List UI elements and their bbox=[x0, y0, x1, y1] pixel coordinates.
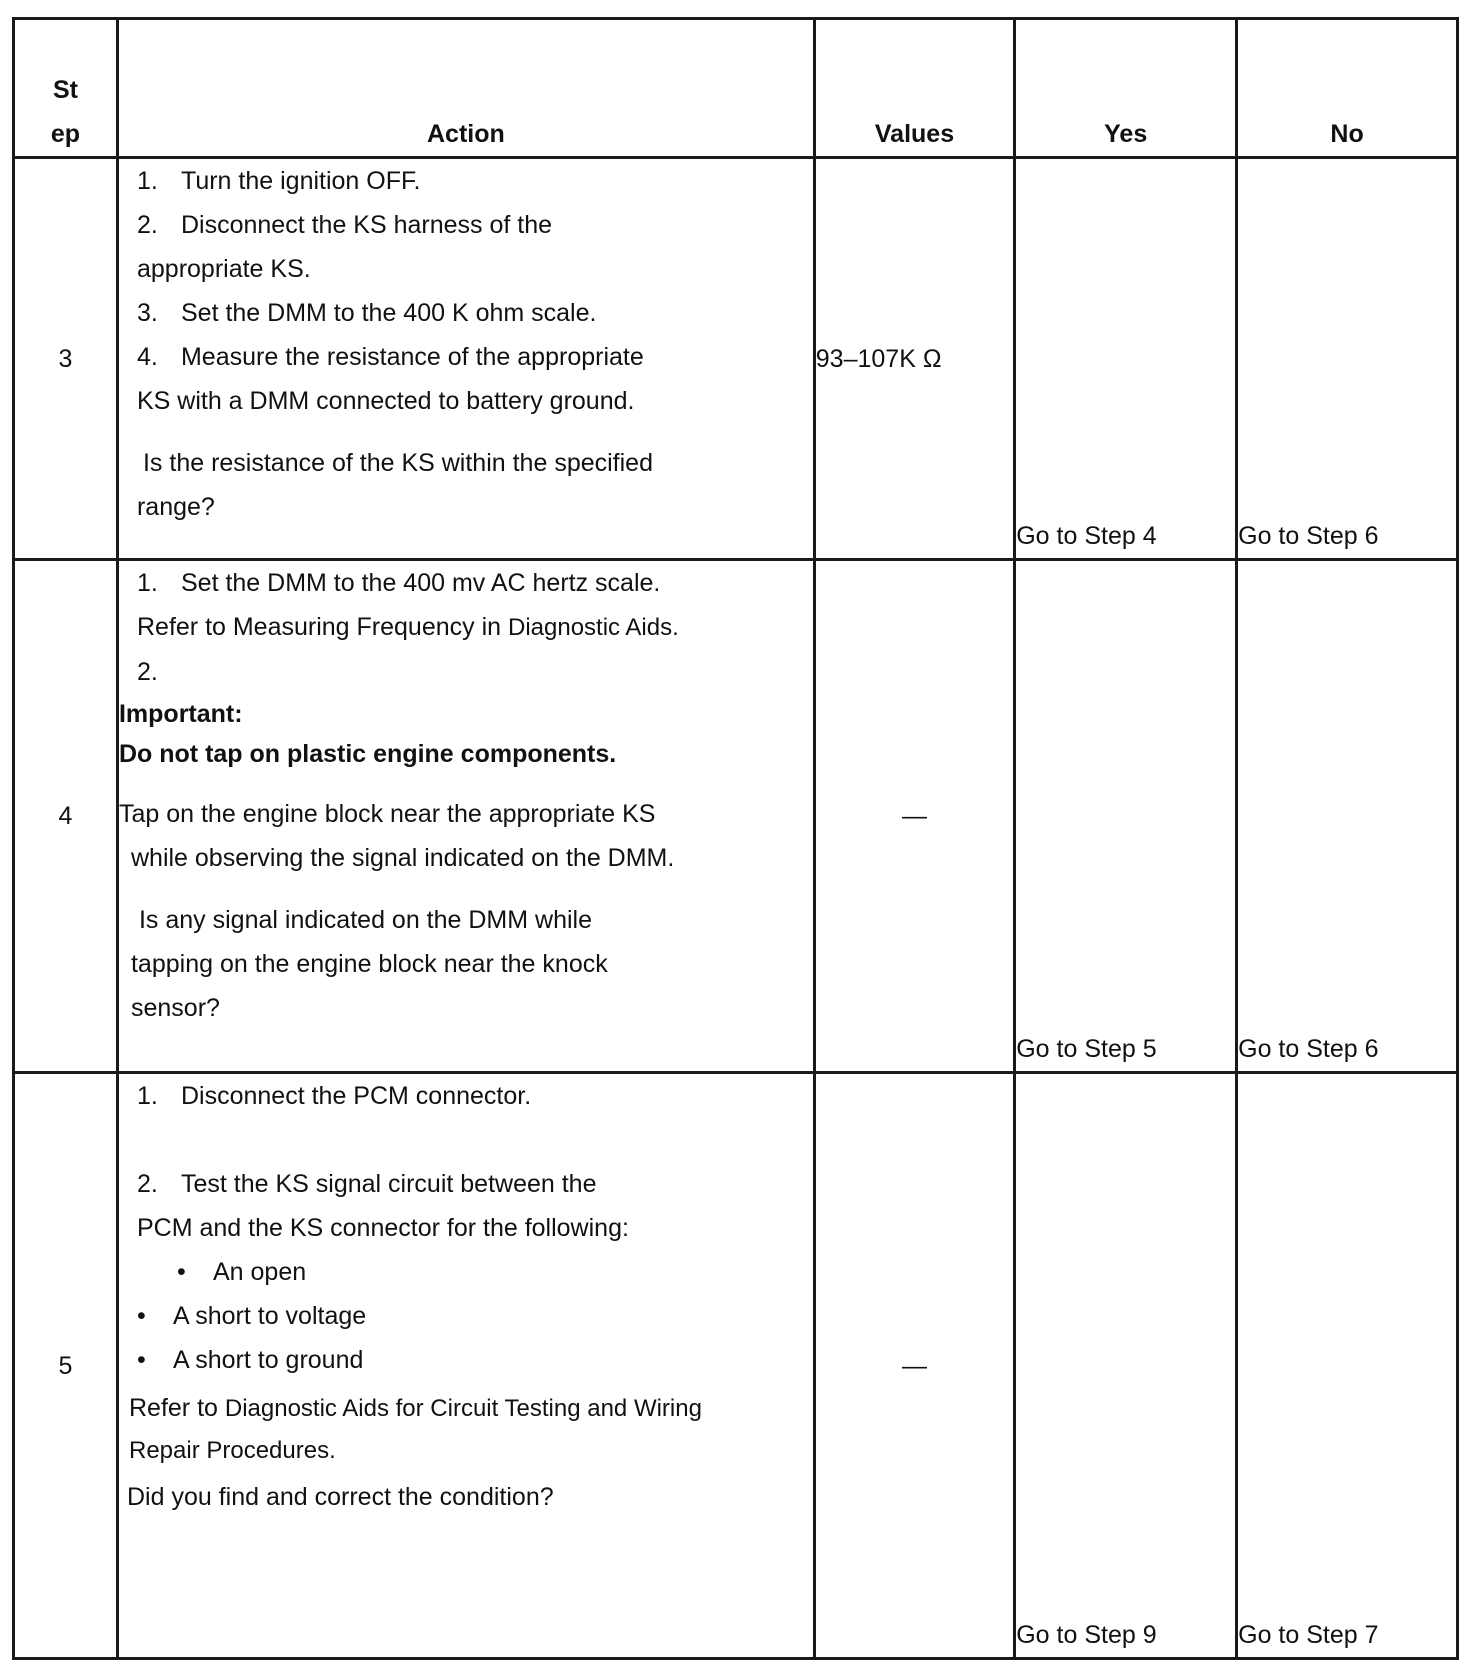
action-text: Disconnect the PCM connector. bbox=[180, 1082, 532, 1110]
action-text: Disconnect the KS harness of the bbox=[180, 211, 553, 239]
list-number: 3. bbox=[136, 299, 158, 327]
header-action: Action bbox=[117, 19, 814, 158]
step-number: 4 bbox=[14, 560, 118, 1073]
step-value: — bbox=[814, 560, 1014, 1073]
list-number: 2. bbox=[136, 1170, 158, 1198]
no-result: Go to Step 7 bbox=[1237, 1073, 1458, 1659]
action-text: Refer to Measuring Frequency in bbox=[136, 613, 508, 641]
bullet-text: An open bbox=[212, 1258, 307, 1286]
list-number: 4. bbox=[136, 343, 158, 371]
step-value: — bbox=[814, 1073, 1014, 1659]
no-result: Go to Step 6 bbox=[1237, 560, 1458, 1073]
bullet-icon: • bbox=[176, 1258, 186, 1286]
table-row bbox=[14, 1073, 1458, 1659]
action-text: PCM and the KS connector for the following: bbox=[136, 1214, 629, 1242]
list-item bbox=[119, 159, 813, 203]
list-item bbox=[119, 561, 813, 605]
header-yes: Yes bbox=[1015, 19, 1237, 158]
table-header-row bbox=[14, 19, 1458, 158]
list-number: 1. bbox=[136, 167, 158, 195]
bullet-icon: • bbox=[136, 1346, 146, 1374]
spacer bbox=[119, 880, 813, 898]
list-item bbox=[119, 291, 813, 335]
list-item bbox=[119, 1074, 813, 1118]
diagnostic-aids-link[interactable]: Diagnostic Aids. bbox=[508, 614, 679, 641]
table-row bbox=[14, 158, 1458, 560]
step-action bbox=[117, 560, 814, 1073]
bullet-item bbox=[119, 1250, 813, 1294]
bullet-item bbox=[119, 1294, 813, 1338]
refer-line bbox=[119, 1386, 813, 1431]
list-number: 1. bbox=[136, 1082, 158, 1110]
no-result: Go to Step 6 bbox=[1237, 158, 1458, 560]
bullet-icon: • bbox=[136, 1302, 146, 1330]
diagnostic-table bbox=[12, 17, 1459, 1660]
list-number: 2. bbox=[136, 211, 158, 239]
list-item bbox=[119, 335, 813, 379]
bullet-text: A short to ground bbox=[172, 1346, 364, 1374]
step-action bbox=[117, 158, 814, 560]
refer-line bbox=[119, 605, 813, 650]
action-text: Refer to bbox=[128, 1394, 225, 1422]
action-question: tapping on the engine block near the knock bbox=[130, 950, 608, 978]
spacer bbox=[119, 423, 813, 441]
action-text: Tap on the engine block near the appropriate KS bbox=[118, 800, 656, 828]
list-item bbox=[119, 1162, 813, 1206]
action-question: Is the resistance of the KS within the specified bbox=[142, 449, 653, 477]
step-number: 5 bbox=[14, 1073, 118, 1659]
step-value: 93–107K Ω bbox=[814, 158, 1014, 560]
yes-result: Go to Step 9 bbox=[1015, 1073, 1237, 1659]
action-text: Measure the resistance of the appropriate bbox=[180, 343, 644, 371]
action-text: appropriate KS. bbox=[136, 255, 311, 283]
action-question: sensor? bbox=[130, 994, 220, 1022]
table-row bbox=[14, 560, 1458, 1073]
action-text: Set the DMM to the 400 K ohm scale. bbox=[180, 299, 597, 327]
list-number: 1. bbox=[136, 569, 158, 597]
header-values: Values bbox=[814, 19, 1014, 158]
bullet-item bbox=[119, 1338, 813, 1382]
action-question: Did you find and correct the condition? bbox=[126, 1483, 554, 1511]
important-text: Do not tap on plastic engine components. bbox=[118, 740, 617, 768]
action-text: KS with a DMM connected to battery ground. bbox=[136, 387, 635, 415]
spacer bbox=[119, 774, 813, 792]
action-text: while observing the signal indicated on the DMM. bbox=[130, 844, 675, 872]
header-step-line-2: ep bbox=[50, 120, 81, 148]
action-question: range? bbox=[136, 493, 215, 521]
action-question: Is any signal indicated on the DMM while bbox=[138, 906, 592, 934]
yes-result: Go to Step 4 bbox=[1015, 158, 1237, 560]
action-text: Set the DMM to the 400 mv AC hertz scale. bbox=[180, 569, 661, 597]
header-no: No bbox=[1237, 19, 1458, 158]
diagnostic-aids-link[interactable]: Diagnostic Aids for Circuit Testing and Wiring bbox=[224, 1395, 702, 1422]
header-step bbox=[14, 19, 118, 158]
action-text: Turn the ignition OFF. bbox=[180, 167, 421, 195]
bullet-text: A short to voltage bbox=[172, 1302, 367, 1330]
list-number: 2. bbox=[136, 658, 158, 686]
step-number: 3 bbox=[14, 158, 118, 560]
yes-result: Go to Step 5 bbox=[1015, 560, 1237, 1073]
list-item bbox=[119, 650, 813, 694]
important-title: Important: bbox=[118, 700, 243, 728]
header-step-line-1: St bbox=[52, 76, 78, 104]
step-action bbox=[117, 1073, 814, 1659]
action-text: Test the KS signal circuit between the bbox=[180, 1170, 597, 1198]
list-item bbox=[119, 203, 813, 247]
spacer bbox=[119, 1118, 813, 1162]
repair-procedures-link[interactable]: Repair Procedures. bbox=[128, 1437, 336, 1464]
